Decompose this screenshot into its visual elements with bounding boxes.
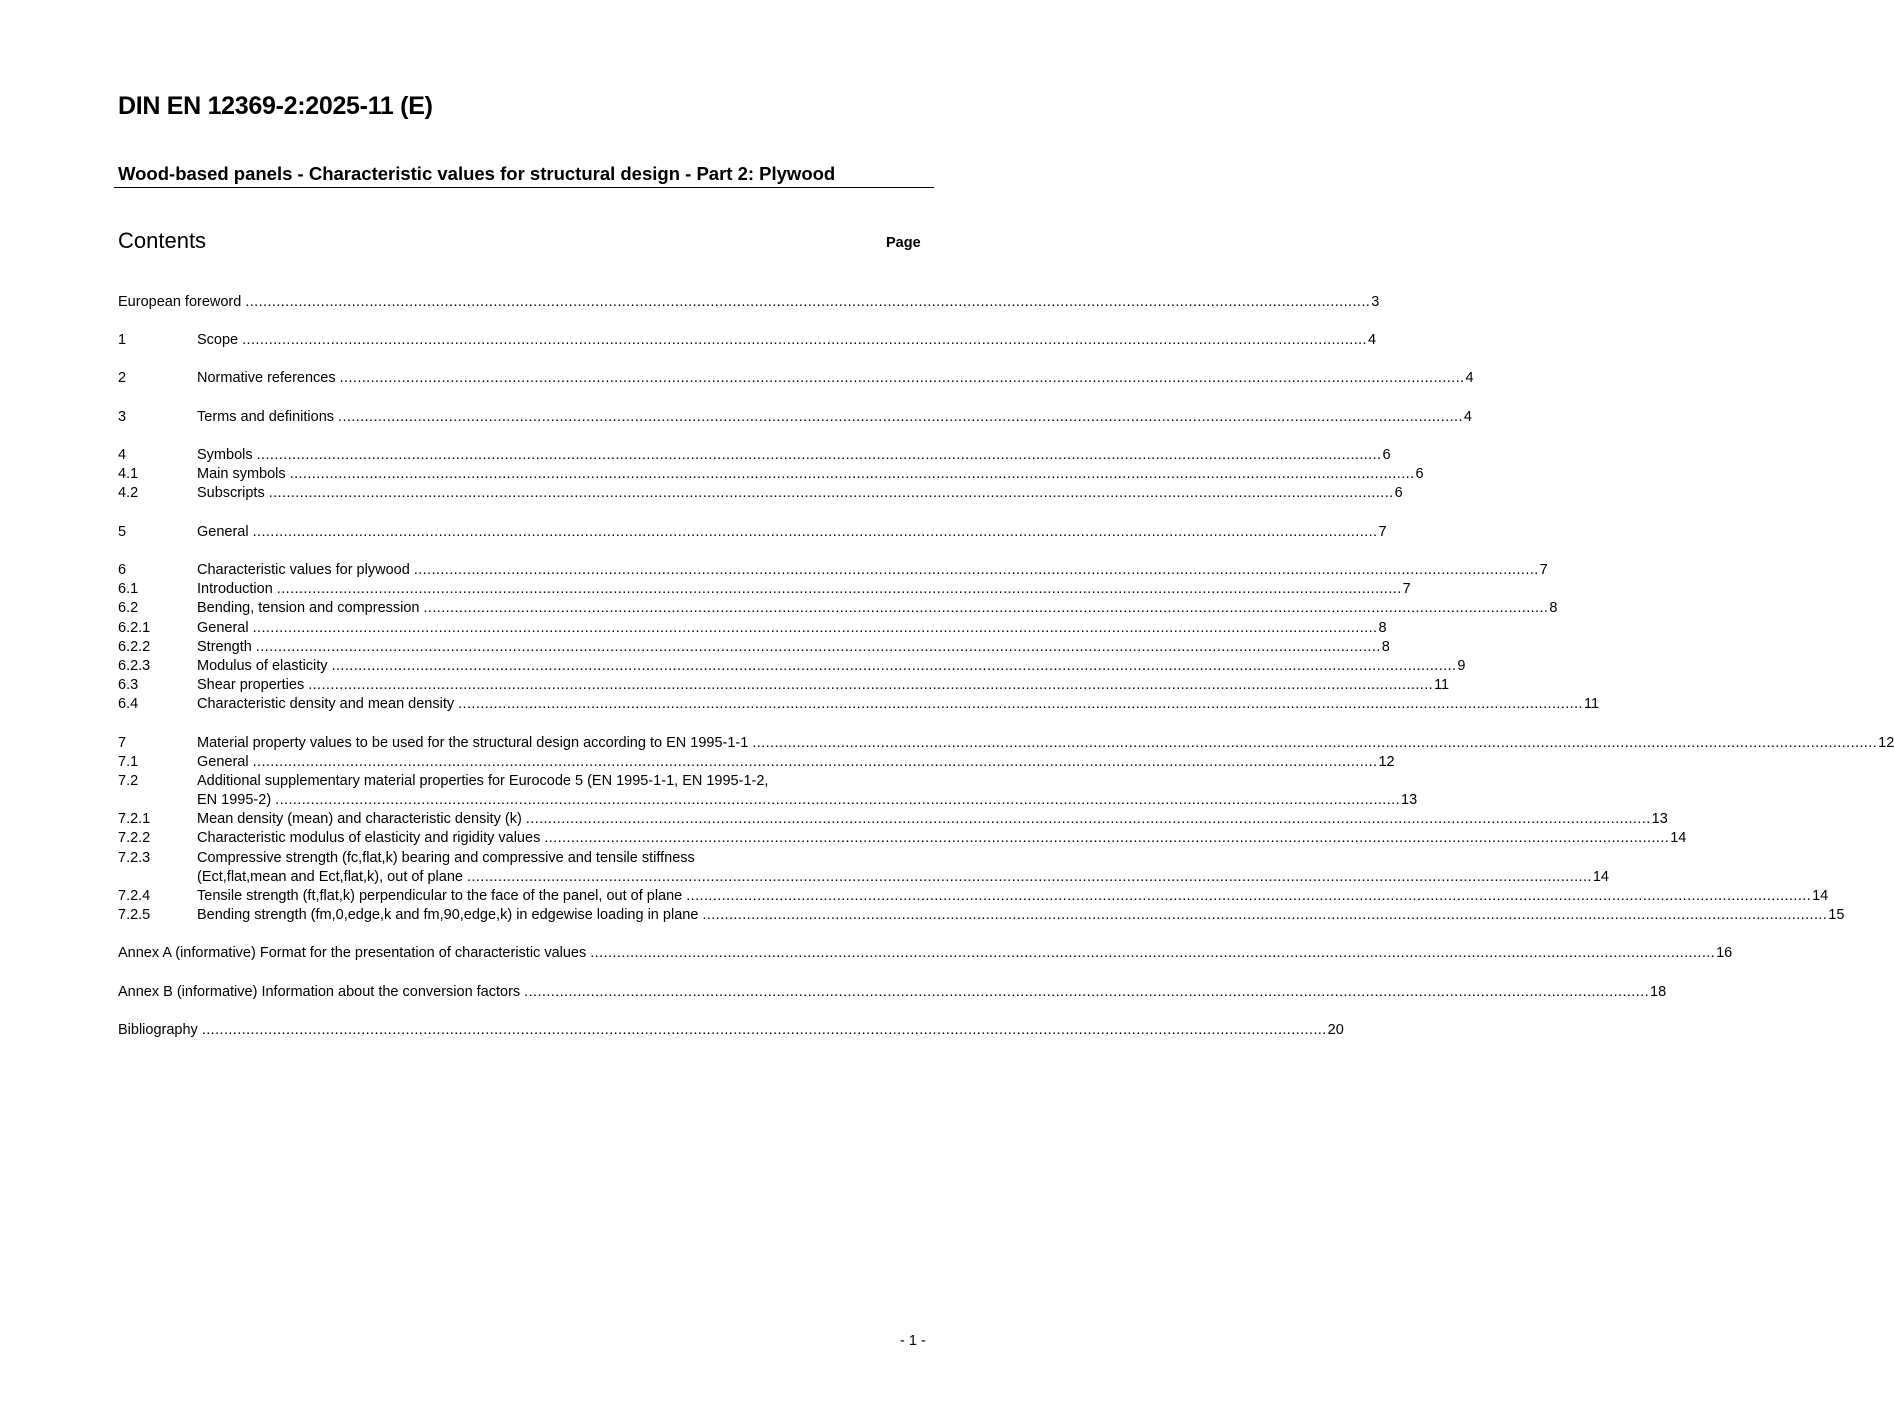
toc-entry-page: 8: [1378, 620, 1387, 636]
toc-entry-continuation[interactable]: [118, 791, 1418, 810]
toc-entry-number: 7.1: [118, 754, 139, 770]
toc-leader-dots: ..............................................................................................................................................................................................................................................................: [590, 945, 1716, 961]
toc-entry[interactable]: [118, 293, 1380, 312]
toc-leader-dots: ..............................................................................................................................................................................................................................................................: [201, 1022, 1327, 1038]
toc-entry-number: 2: [118, 370, 127, 386]
toc-entry-page: 13: [1651, 811, 1668, 827]
toc-entry-title: Modulus of elasticity: [197, 658, 328, 674]
toc-leader-dots: ..............................................................................................................................................................................................................................................................: [252, 754, 1378, 770]
toc-entry[interactable]: [118, 619, 1387, 638]
toc-entry-title: Scope: [197, 332, 239, 348]
toc-entry[interactable]: [118, 753, 1395, 772]
toc-leader-dots: ..............................................................................................................................................................................................................................................................: [255, 639, 1381, 655]
toc-leader-dots: ..............................................................................................................................................................................................................................................................: [752, 735, 1878, 751]
toc-entry-page: 4: [1463, 409, 1472, 425]
toc-entry-title: Introduction: [197, 581, 273, 597]
toc-entry-page: 16: [1716, 945, 1733, 961]
toc-entry-number: 6.1: [118, 581, 139, 597]
toc-entry-title: Symbols: [197, 447, 253, 463]
toc-leader-dots: ..............................................................................................................................................................................................................................................................: [289, 466, 1415, 482]
toc-entry-number: 6.2.1: [118, 620, 151, 636]
toc-leader-dots: ..............................................................................................................................................................................................................................................................: [252, 620, 1378, 636]
toc-entry[interactable]: [118, 676, 1450, 695]
toc-entry[interactable]: [118, 408, 1472, 427]
toc-entry-title: General: [197, 524, 249, 540]
toc-entry-continuation[interactable]: [118, 868, 1609, 887]
toc-entry-number: 7.2.4: [118, 888, 151, 904]
toc-entry[interactable]: [118, 829, 1687, 848]
toc-entry[interactable]: [118, 734, 1894, 753]
toc-entry-number: 7: [118, 735, 127, 751]
toc-entry-number: 6.4: [118, 696, 139, 712]
toc-entry-title: Strength: [197, 639, 252, 655]
toc-leader-dots: ..............................................................................................................................................................................................................................................................: [686, 888, 1812, 904]
toc-leader-dots: ..............................................................................................................................................................................................................................................................: [339, 370, 1465, 386]
toc-entry-number: 6.2.2: [118, 639, 151, 655]
toc-entry-number: 6.3: [118, 677, 139, 693]
toc-entry-number: 4.1: [118, 466, 139, 482]
toc-entry-page: 14: [1812, 888, 1829, 904]
toc-entry-page: 11: [1434, 677, 1450, 693]
toc-entry-title-continued: EN 1995-2): [197, 792, 272, 808]
toc-entry-page: 12: [1378, 754, 1395, 770]
toc-entry-page: 13: [1401, 792, 1418, 808]
toc-entry-title: Bibliography: [118, 1022, 198, 1038]
toc-entry[interactable]: [118, 599, 1558, 618]
toc-leader-dots: ..............................................................................................................................................................................................................................................................: [275, 792, 1401, 808]
toc-entry-title: General: [197, 754, 249, 770]
toc-entry-title: Annex B (informative) Information about the conversion factors: [118, 984, 521, 1000]
toc-entry[interactable]: [118, 772, 921, 791]
toc-entry-page: 6: [1394, 485, 1403, 501]
toc-entry-number: 7.2.2: [118, 830, 151, 846]
toc-entry-title: Characteristic density and mean density: [197, 696, 455, 712]
toc-leader-dots: ..............................................................................................................................................................................................................................................................: [544, 830, 1670, 846]
toc-entry-title: Shear properties: [197, 677, 305, 693]
toc-leader-dots: ..............................................................................................................................................................................................................................................................: [466, 869, 1592, 885]
toc-entry[interactable]: [118, 446, 1391, 465]
toc-entry-title: Annex A (informative) Format for the presentation of characteristic values: [118, 945, 587, 961]
toc-leader-dots: ..............................................................................................................................................................................................................................................................: [276, 581, 1402, 597]
footer-page-number: - 1 -: [900, 1333, 926, 1349]
toc-entry[interactable]: [118, 465, 1424, 484]
toc-entry-title: Subscripts: [197, 485, 265, 501]
toc-entry-title: Tensile strength (ft,flat,k) perpendicular to the face of the panel, out of plane: [197, 888, 683, 904]
toc-entry[interactable]: [118, 944, 1733, 963]
toc-leader-dots: ..............................................................................................................................................................................................................................................................: [331, 658, 1457, 674]
toc-entry-title: Main symbols: [197, 466, 286, 482]
toc-entry-page: 20: [1327, 1022, 1344, 1038]
toc-entry-title: Characteristic values for plywood: [197, 562, 410, 578]
toc-entry[interactable]: [118, 580, 1411, 599]
toc-entry-number: 6: [118, 562, 127, 578]
toc-entry-number: 1: [118, 332, 127, 348]
toc-entry-title: Terms and definitions: [197, 409, 335, 425]
toc-leader-dots: ..............................................................................................................................................................................................................................................................: [702, 907, 1828, 923]
toc-entry-number: 7.2.5: [118, 907, 151, 923]
toc-entry-page: 9: [1457, 658, 1466, 674]
page-column-heading: Page: [886, 235, 921, 251]
toc-entry[interactable]: [118, 484, 1403, 503]
toc-entry[interactable]: [118, 331, 1377, 350]
contents-heading: Contents: [118, 228, 207, 253]
toc-leader-dots: ..............................................................................................................................................................................................................................................................: [308, 677, 1434, 693]
toc-entry-page: 3: [1371, 294, 1380, 310]
toc-entry-number: 7.2.3: [118, 850, 151, 866]
toc-entry-number: 4: [118, 447, 127, 463]
toc-entry-page: 11: [1583, 696, 1600, 712]
toc-entry-page: 15: [1828, 907, 1845, 923]
toc-leader-dots: ..............................................................................................................................................................................................................................................................: [252, 524, 1378, 540]
toc-entry-title-continued: (Ect,flat,mean and Ect,flat,k), out of plane: [197, 869, 463, 885]
toc-entry-title: Bending strength (fm,0,edge,k and fm,90,edge,k) in edgewise loading in plane: [197, 907, 699, 923]
toc-entry-number: 6.2: [118, 600, 139, 616]
toc-entry[interactable]: [118, 523, 1387, 542]
toc-entry-title: Mean density (mean) and characteristic density (k): [197, 811, 522, 827]
toc-entry[interactable]: [118, 561, 1548, 580]
toc-entry-page: 4: [1465, 370, 1474, 386]
document-id: DIN EN 12369-2:2025-11 (E): [118, 92, 433, 120]
toc-entry-title: Normative references: [197, 370, 336, 386]
toc-entry-title: Compressive strength (fc,flat,k) bearing and compressive and tensile stiffness: [197, 850, 695, 866]
toc-entry-page: 4: [1367, 332, 1377, 348]
toc-leader-dots: ..............................................................................................................................................................................................................................................................: [413, 562, 1539, 578]
toc-entry-number: 3: [118, 409, 127, 425]
toc-entry-page: 7: [1539, 562, 1548, 578]
toc-entry-number: 7.2.1: [118, 811, 151, 827]
toc-entry-number: 7.2: [118, 773, 139, 789]
toc-entry[interactable]: [118, 810, 1668, 829]
toc-entry-title: Additional supplementary material properties for Eurocode 5 (EN 1995-1-1, EN 1995-1-2,: [197, 773, 769, 789]
toc-leader-dots: ..............................................................................................................................................................................................................................................................: [268, 485, 1394, 501]
toc-entry-page: 6: [1382, 447, 1391, 463]
toc-leader-dots: ..............................................................................................................................................................................................................................................................: [245, 294, 1371, 310]
toc-entry-number: 6.2.3: [118, 658, 151, 674]
toc-entry-page: 8: [1549, 600, 1558, 616]
toc-entry[interactable]: [118, 906, 1845, 925]
toc-entry-title: Bending, tension and compression: [197, 600, 420, 616]
toc-entry[interactable]: [118, 695, 1600, 714]
toc-entry-page: 8: [1381, 639, 1390, 655]
toc-entry-page: 18: [1650, 984, 1667, 1000]
toc-leader-dots: ..............................................................................................................................................................................................................................................................: [423, 600, 1549, 616]
toc-entry-page: 12: [1878, 735, 1894, 751]
toc-entry-page: 7: [1378, 524, 1387, 540]
toc-entry-number: 4.2: [118, 485, 139, 501]
toc-entry[interactable]: [118, 983, 1667, 1002]
document-title: Wood-based panels - Characteristic values for structural design - Part 2: Plywood: [118, 163, 836, 184]
toc-entry[interactable]: [118, 638, 1390, 657]
toc-entry-title: European foreword: [118, 294, 242, 310]
toc-leader-dots: ..............................................................................................................................................................................................................................................................: [525, 811, 1651, 827]
toc-leader-dots: ..............................................................................................................................................................................................................................................................: [242, 332, 1367, 348]
toc-entry-page: 7: [1402, 581, 1411, 597]
toc-entry[interactable]: [118, 849, 921, 868]
toc-entry[interactable]: [118, 1021, 1344, 1040]
toc-entry-title: Characteristic modulus of elasticity and rigidity values: [197, 830, 541, 846]
toc-entry[interactable]: [118, 887, 1829, 906]
toc-entry[interactable]: [118, 657, 1466, 676]
toc-entry-number: 5: [118, 524, 127, 540]
toc-leader-dots: ..............................................................................................................................................................................................................................................................: [524, 984, 1650, 1000]
toc-entry[interactable]: [118, 369, 1474, 388]
toc-leader-dots: ..............................................................................................................................................................................................................................................................: [338, 409, 1463, 425]
toc-entry-page: 14: [1670, 830, 1687, 846]
title-rule: [114, 187, 934, 188]
toc-leader-dots: ..............................................................................................................................................................................................................................................................: [256, 447, 1382, 463]
toc-entry-page: 14: [1592, 869, 1609, 885]
toc-entry-page: 6: [1415, 466, 1424, 482]
toc-entry-title: Material property values to be used for the structural design according to EN 1995-1-1: [197, 735, 749, 751]
toc-entry-title: General: [197, 620, 249, 636]
toc-leader-dots: ..............................................................................................................................................................................................................................................................: [458, 696, 1583, 712]
